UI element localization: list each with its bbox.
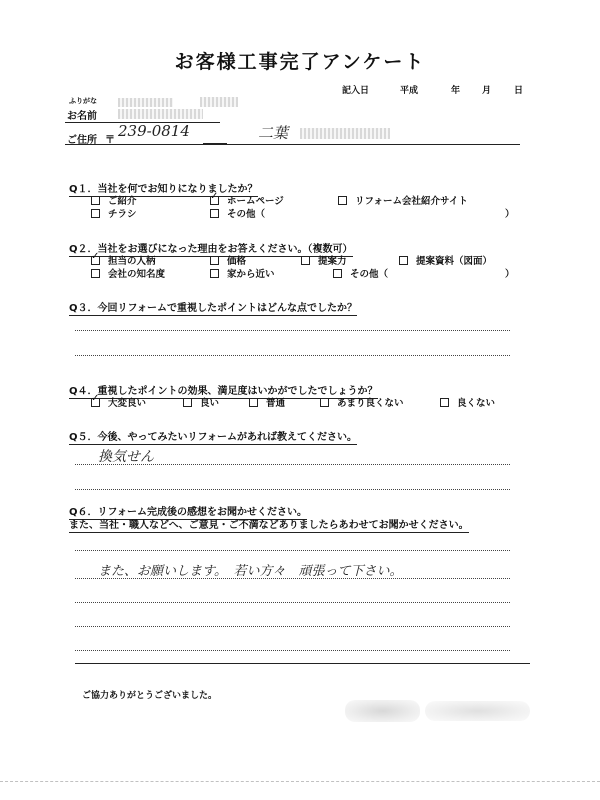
q2-option-reputation: 会社の知名度 [91, 266, 165, 280]
year-label: 年 [451, 86, 461, 96]
q3-question: Q３．今回リフォームで重視したポイントはどんな点でしたか？ [69, 299, 357, 316]
blurred-stamp-right [425, 701, 530, 721]
q3-answer-line-2 [75, 355, 510, 356]
q5-answer-line-2 [75, 489, 510, 490]
name-label: お名前 [67, 111, 97, 122]
day-label: 日 [514, 86, 524, 96]
redacted-address [300, 128, 390, 139]
q2-option-staff: ✓担当の人柄 [91, 253, 156, 267]
q1-option-referral: ご紹介 [91, 193, 137, 207]
checkbox-icon [249, 398, 258, 407]
q4-question: Q４．重視したポイントの効果、満足度はいかがでしたでしょうか？ [69, 382, 378, 399]
postal-code: 239-0814 [118, 122, 190, 140]
q6-question-line-2: また、当社・職人などへ、ご意見・ご不満などありましたらあわせてお聞かせください。 [69, 516, 469, 533]
checkbox-checked-icon [91, 256, 100, 265]
redacted-name-part [200, 97, 238, 107]
q6-question: Q６．リフォーム完成後の感想をお聞かせください。 [69, 503, 307, 520]
checkbox-icon [320, 398, 329, 407]
q4-option-not-so-good: あまり良くない [320, 395, 404, 409]
q2-option-materials: 提案資料（図面） [399, 253, 492, 267]
checkbox-icon [399, 256, 408, 265]
q4-option-normal: 普通 [249, 395, 285, 409]
q6-answer-line-1 [75, 550, 510, 551]
furigana-label: ふりがな [69, 97, 97, 105]
checkbox-icon [210, 209, 219, 218]
month-label: 月 [482, 86, 492, 96]
q2-option-proposal: 提案力 [301, 253, 347, 267]
closing-message: ご協力ありがとうございました。 [82, 691, 218, 701]
q6-handwritten-answer: また、お願いします。 若い方々 頑張って下さい。 [98, 564, 403, 579]
q2-question: Q２．当社をお選びになった理由をお答えください。（複数可） [69, 240, 353, 257]
q5-question: Q５．今後、やってみたいリフォームがあれば教えてください。 [69, 428, 357, 445]
q6-answer-line-5 [75, 650, 510, 651]
q1-option-flyer: チラシ [91, 206, 137, 220]
checkbox-icon [301, 256, 310, 265]
q3-answer-line-1 [75, 330, 510, 331]
redacted-furigana [118, 98, 173, 107]
checkbox-icon [333, 269, 342, 278]
blurred-stamp-left [345, 700, 420, 722]
q2-close-paren: ） [505, 269, 515, 280]
q2-option-near: 家から近い [210, 266, 275, 280]
q6-answer-line-3 [75, 602, 510, 603]
q1-question: Q１．当社を何でお知りになりましたか？ [69, 180, 258, 197]
q6-bottom-rule [75, 663, 530, 664]
checkbox-icon [210, 269, 219, 278]
postal-mark: 〒 [105, 135, 115, 146]
checkbox-checked-icon [91, 398, 100, 407]
redacted-name [118, 109, 203, 119]
q1-option-referral-site: リフォーム会社紹介サイト [338, 193, 468, 207]
q1-option-homepage: ✓ ホームページ [210, 193, 284, 207]
entry-date-label: 記入日 [342, 86, 370, 96]
handwritten-address: 二葉 [258, 124, 289, 142]
q5-handwritten-answer: 換気せん [98, 449, 154, 465]
checkbox-icon [338, 196, 347, 205]
q1-close-paren: ） [505, 209, 515, 220]
address-underline [65, 144, 520, 145]
q5-answer-line-1 [75, 464, 510, 465]
checkbox-icon [183, 398, 192, 407]
checkbox-icon [91, 209, 100, 218]
q4-option-good: 良い [183, 395, 219, 409]
checkbox-icon [440, 398, 449, 407]
q2-option-price: 価格 [210, 253, 246, 267]
q4-option-very-good: ✓大変良い [91, 395, 146, 409]
q2-option-other: その他（ [333, 266, 388, 280]
checkbox-icon [91, 269, 100, 278]
checkbox-checked-icon [210, 196, 219, 205]
checkbox-icon [91, 196, 100, 205]
era-label: 平成 [400, 86, 419, 96]
address-label: ご住所 [67, 135, 97, 146]
checkbox-icon [210, 256, 219, 265]
q4-option-bad: 良くない [440, 395, 495, 409]
scan-edge-line [0, 781, 600, 782]
q1-option-other: その他（ [210, 206, 265, 220]
q6-answer-line-2 [75, 578, 510, 579]
q6-answer-line-4 [75, 626, 510, 627]
page-title: お客様工事完了アンケート [174, 51, 426, 73]
